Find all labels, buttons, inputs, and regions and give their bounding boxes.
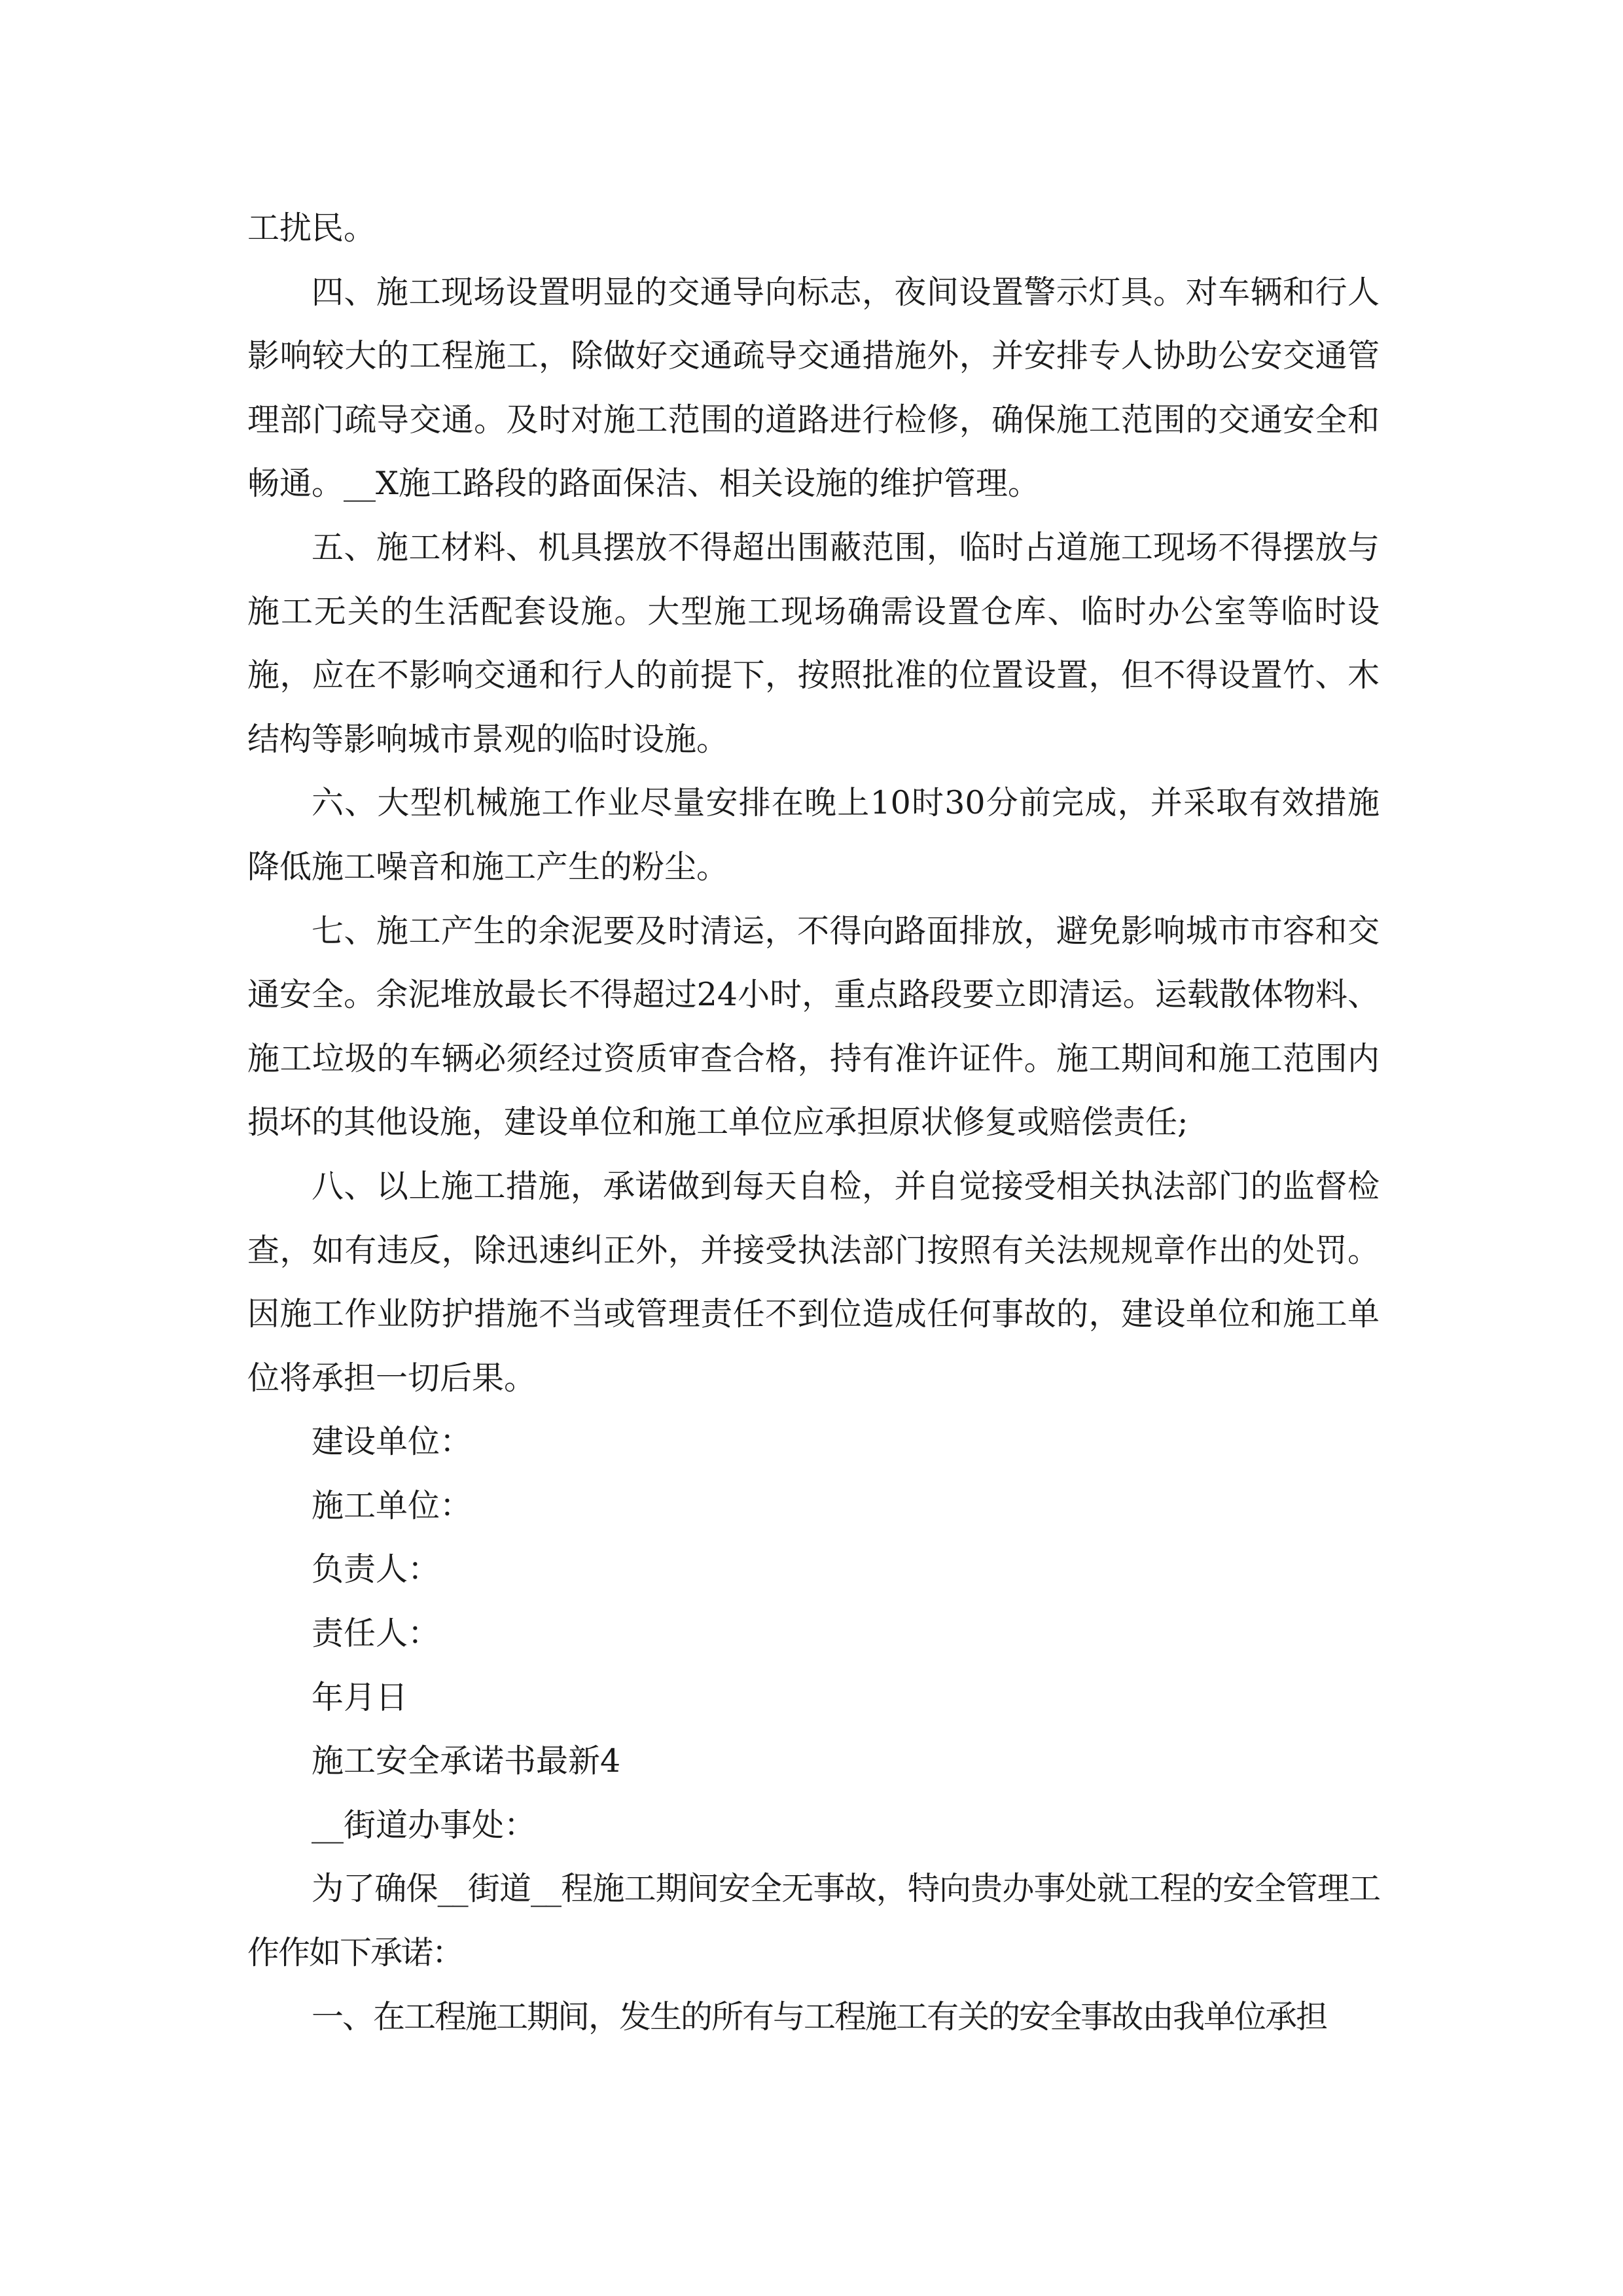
paragraph-item-7: 七、施工产生的余泥要及时清运，不得向路面排放，避免影响城市市容和交通安全。余泥堆放最长不得超过24小时，重点路段要立即清运。运载散体物料、施工垃圾的车辆必须经过资质审查合格，持有准许证件。施工期间和施工范围内损坏的其他设施，建设单位和施工单位应承担原状修复或赔偿责任; [247,912,1380,1141]
signature-contractor: 施工单位： [312,1486,473,1524]
document-body [247,196,1380,2049]
paragraph-continuation: 工扰民。 [247,209,376,247]
paragraph-item-1: 一、在工程施工期间，发生的所有与工程施工有关的安全事故由我单位承担 [312,1998,1327,2036]
paragraph-intro: 为了确保__街道__程施工期间安全无事故，特向贵办事处就工程的安全管理工作作如下承诺： [247,1870,1380,1972]
paragraph-item-4: 四、施工现场设置明显的交通导向标志，夜间设置警示灯具。对车辆和行人影响较大的工程施工，除做好交通疏导交通措施外，并安排专人协助公安交通管理部门疏导交通。及时对施工范围的道路进行检修，确保施工范围的交通安全和畅通。__X施工路段的路面保洁、相关设施的维护管理。 [247,273,1380,503]
section-heading: 施工安全承诺书最新4 [312,1742,621,1780]
addressee: __街道办事处： [312,1806,537,1844]
paragraph-item-6: 六、大型机械施工作业尽量安排在晚上10时30分前完成，并采取有效措施降低施工噪音和施工产生的粉尘。 [247,784,1380,886]
signature-principal: 负责人： [312,1551,440,1588]
paragraph-item-8: 八、以上施工措施，承诺做到每天自检，并自觉接受相关执法部门的监督检查，如有违反，除迅速纠正外，并接受执法部门按照有关法规规章作出的处罚。因施工作业防护措施不当或管理责任不到位造成任何事故的，建设单位和施工单位将承担一切后果。 [247,1167,1380,1397]
signature-responsible-person: 责任人： [312,1615,440,1653]
signature-date: 年月日 [312,1678,408,1716]
paragraph-item-5: 五、施工材料、机具摆放不得超出围蔽范围，临时占道施工现场不得摆放与施工无关的生活配套设施。大型施工现场确需设置仓库、临时办公室等临时设施，应在不影响交通和行人的前提下，按照批准的位置设置，但不得设置竹、木结构等影响城市景观的临时设施。 [247,528,1380,758]
signature-construction-owner: 建设单位： [312,1423,473,1461]
